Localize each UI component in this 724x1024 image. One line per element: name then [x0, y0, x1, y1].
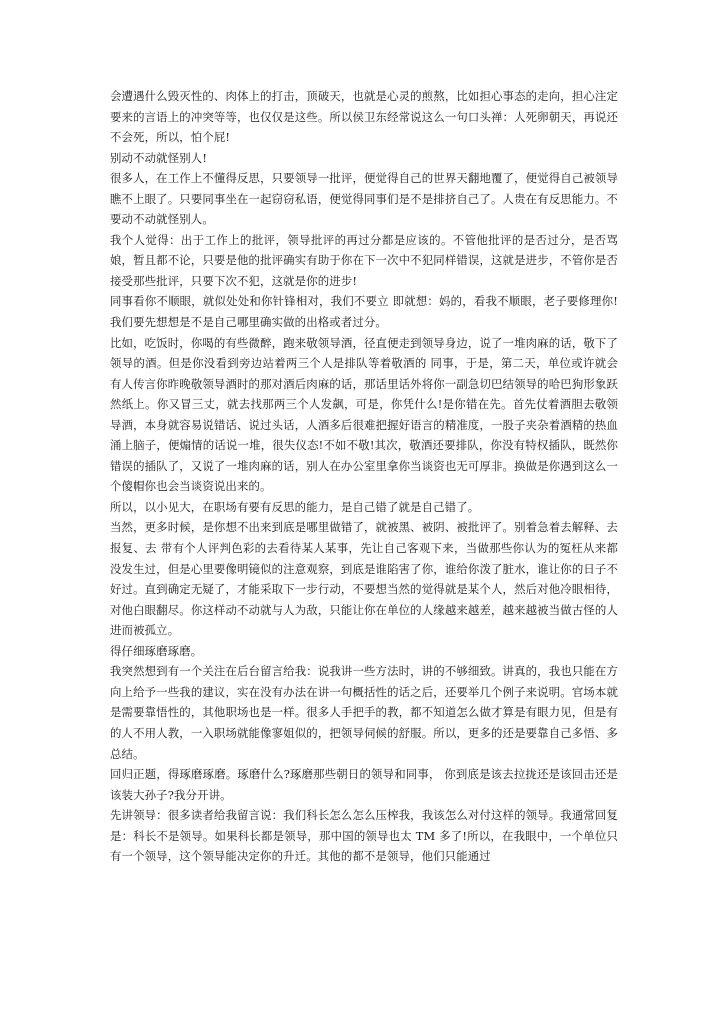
paragraph-reader-comment: 我突然想到有一个关注在后台留言给我：说我讲一些方法时，讲的不够细致。讲真的，我也只能在方向上给予一些我的建议，实在没有办法在讲一句概括性的话之后，还要举几个例子来说明。官场本就是需要靠悟性的，其他职场也是一样。很多人手把手的教，都不知道怎么做才算是有眼力见，但是有的人不用人教，一入职场就能像寥姐似的，把领导伺候的舒服。所以，更多的还是要靠自己多悟、多总结。: [110, 664, 618, 761]
paragraph-colleague: 同事看你不顺眼，就似处处和你针锋相对，我们不要立 即就想：妈的，看我不顺眼，老子要修理你!我们要先想想是不是自己哪里确实做的出格或者过分。: [110, 294, 618, 330]
heading-dont-blame-others: 别动不动就怪别人!: [110, 150, 208, 165]
paragraph-back-to-topic: 回归正题，得琢磨琢磨。琢磨什么?琢磨那些朝日的领导和同事， 你到底是该去拉拢还是该回击还是该装大孙子?我分开讲。: [110, 767, 618, 802]
document-page: [110, 86, 618, 867]
heading-ponder: 得仔细琢磨琢磨。: [110, 643, 203, 658]
paragraph-conclusion: 所以，以小见大，在职场有要有反思的能力，是自己错了就是自己错了。: [110, 499, 480, 514]
paragraph-intro: 会遭遇什么毁灭性的、肉体上的打击，顶破天，也就是心灵的煎熬，比如担心事态的走向，担心注定要来的言语上的冲突等等，也仅仅是这些。所以侯卫东经常说这么一句口头禅：人死卵朝天，再说还不会死，所以，怕个屁!: [110, 89, 618, 145]
paragraph-personal-view: 我个人觉得：出于工作上的批评，领导批评的再过分都是应该的。不管他批评的是否过分，是否骂娘，暂且都不论，只要是他的批评确实有助于你在下一次中不犯同样错误，这就是进步，不管你是否接受那些批评，只要下次不犯，这就是你的进步!: [110, 232, 618, 288]
paragraph-reflection: 很多人，在工作上不懂得反思，只要领导一批评，便觉得自己的世界天翻地覆了，便觉得自己被领导瞧不上眼了。只要同事坐在一起窃窃私语，便觉得同事们是不是排挤自己了。人贵在有反思能力。不要动不动就怪别人。: [110, 171, 618, 227]
paragraph-about-leaders: 先讲领导：很多读者给我留言说：我们科长怎么怎么压榨我，我该怎么对付这样的领导。我通常回复是：科长不是领导。如果科长都是领导，那中国的领导也太 TM 多了!所以，在我眼中，一个单位只有一个领导，这个领导能决定你的升迁。其他的都不是领导，他们只能通过: [110, 808, 618, 864]
paragraph-drinking-example: 比如，吃饭时，你喝的有些微醉，跑来敬领导酒，径直便走到领导身边，说了一堆肉麻的话，敬下了领导的酒。但是你没看到旁边站着两三个人是排队等着敬酒的 同事，于是，第二天，单位或许就会有人传言你昨晚敬领导酒时的那对酒后肉麻的话，那话里话外将你一副急切巴结领导的哈巴狗形象跃然纸上。你又冒三丈，就去找那两三个人发飙，可是，你凭什么!是你错在先。首先仗着酒胆去敬领导酒，本身就容易说错话、说过头话，人酒多后很难把握好语言的精准度，一股子夹杂着酒精的热血涌上脑子，便煽情的话说一堆，很失仪态!不如不敬!其次，敬酒还要排队，你没有特权插队，既然你错误的插队了，又说了一堆肉麻的话，别人在办公室里拿你当谈资也无可厚非。换做是你遇到这么一个傻帽你也会当谈资说出来的。: [110, 335, 618, 494]
paragraph-framed: 当然，更多时候，是你想不出来到底是哪里做错了，就被黑、被阴、被批评了。别着急着去解释、去报复、去 带有个人评判色彩的去看待某人某事，先让自己客观下来，当做那些你认为的冤枉从来都没发生过，但是心里要像明镜似的注意观察，到底是谁陷害了你，谁给你泼了脏水，谁让你的日子不好过。直到确定无疑了，才能采取下一步行动，不要想当然的觉得就是某个人，然后对他冷眼相待，对他白眼翻尽。你这样动不动就与人为敌，只能让你在单位的人缘越来越差，越来越被当做古怪的人进而被孤立。: [110, 520, 618, 638]
